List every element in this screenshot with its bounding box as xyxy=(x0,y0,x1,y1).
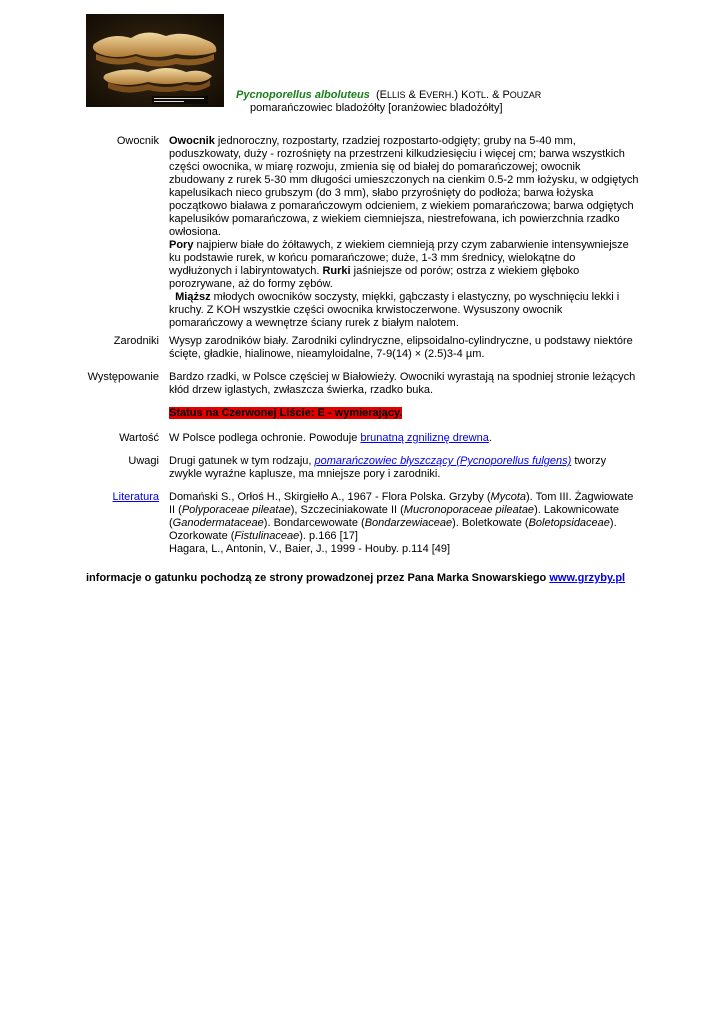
term-owocnik: Owocnik xyxy=(169,135,215,147)
rurki-desc: jaśniejsze od porów; ostrza z wiekiem głęboko porozrywane, aż do formy zębów. xyxy=(169,265,580,290)
brown-rot-link[interactable]: brunatną zgniliznę drewna xyxy=(360,432,489,444)
term-miazsz: Miąższ xyxy=(175,291,211,303)
polish-name: pomarańczowiec bladożółty [oranżowiec bladożółty] xyxy=(250,102,503,114)
section-text: W Polsce podlega ochronie. Powoduje brunatną zgniliznę drewna. xyxy=(169,432,492,444)
miazsz-desc: młodych owocników soczysty, miękki, gąbczasty i elastyczny, po wyschnięciu lekki i kruchy. Z KOH wszystkie części owocnika krwistoczerwone. Wysuszony owocnik pomarańczowy a wewnętrze ściany rurek z białym nalotem. xyxy=(169,291,620,329)
grzyby-link[interactable]: www.grzyby.pl xyxy=(549,572,626,584)
wystepowanie-desc: Bardzo rzadki, w Polsce częściej w Białowieży. Owocniki wyrastają na spodniej stronie leżących kłód drzew iglastych, zwłaszcza świerka, rzadko buka. xyxy=(169,371,636,396)
section-text xyxy=(169,135,639,330)
author-name: (ELLIS & EVERH.) KOTL. & POUZAR xyxy=(375,89,542,101)
footer xyxy=(86,572,625,585)
pory-desc: najpierw białe do żółtawych, z wiekiem ciemnieją przy czym zabarwienie intensywniejsze ku podstawie rurek, w końcu pomarańczowe; duże, 1-3 mm średnicy, wielokątne do wydłużonych i labiryntowatych. xyxy=(169,239,629,277)
section-text xyxy=(169,491,639,556)
term-rurki: Rurki xyxy=(322,265,351,277)
species-title xyxy=(236,89,696,115)
section-label: Uwagi xyxy=(128,455,159,467)
reference-1: Domański S., Orłoś H., Skirgiełło A., 1967 - Flora Polska. Grzyby (Mycota). Tom III. Żagwiowate II (Polyporaceae pileatae), Szczeciniakowate II (Mucronoporaceae pileatae). Lakownicowate (Ganodermataceae). Bondarcewowate (Bondarzewiaceae). Boletkowate (Boletopsidaceae). Ozorkowate (Fistulinaceae). p.166 [17] xyxy=(169,491,634,542)
section-text: Wysyp zarodników biały. Zarodniki cylindryczne, elipsoidalno-cylindryczne, u podstawy niektóre ścięte, gładkie, hialinowe, nieamyloidalne, 7-9(14) × (2.5)3-4 µm. xyxy=(169,335,633,360)
footer-text: informacje o gatunku pochodzą ze strony prowadzonej przez Pana Marka Snowarskiego xyxy=(86,572,550,584)
term-pory: Pory xyxy=(169,239,194,251)
section-label: Występowanie xyxy=(87,371,159,383)
reference-2: Hagara, L., Antonin, V., Baier, J., 1999 - Houby. p.114 [49] xyxy=(169,543,451,555)
mushroom-photo xyxy=(86,14,224,107)
section-label: Owocnik xyxy=(116,135,159,147)
latin-name: Pycnoporellus alboluteus xyxy=(236,89,370,101)
owocnik-desc: jednoroczny, rozpostarty, rzadziej rozpostarto-odgięty; gruby na 5-40 mm, poduszkowaty, duży - rozrośnięty na przestrzeni kilkudziesięciu i więcej cm; barwa wszystkich części owocnika, w miarę rozwoju, zmienia się od białej do pomarańczowej; owocnik zbudowany z rurek 5-30 mm długości umieszczonych na cienkim 0.5-2 mm łożysku, w odgiętych kapelusikach nieco grubszym (do 3 mm), słabo przyrośnięty do podłoża; barwa łożyska początkowo biaława z pomarańczowym odcieniem, z wiekiem pomarańczowa; barwa odgiętych kapelusików pomarańczowa, z wiekiem ciemniejsza, niestrefowana, ich powierzchnia rzadko owłosiona. xyxy=(169,135,639,238)
section-text: Drugi gatunek w tym rodzaju, pomarańczowiec błyszczący (Pycnoporellus fulgens) tworzy zwykle wyraźne kaplusze, ma mniejsze pory i zarodniki. xyxy=(169,455,607,480)
related-species-link[interactable]: pomarańczowiec błyszczący (Pycnoporellus fulgens) xyxy=(314,455,572,467)
section-label: Wartość xyxy=(119,432,159,444)
red-list-status: Status na Czerwonej Liście: E - wymierający. xyxy=(169,407,403,419)
section-text xyxy=(169,371,639,420)
latin-name-line xyxy=(236,89,696,102)
section-label: Zarodniki xyxy=(113,335,159,347)
section-label xyxy=(86,491,159,504)
literatura-link[interactable]: Literatura xyxy=(112,491,159,503)
